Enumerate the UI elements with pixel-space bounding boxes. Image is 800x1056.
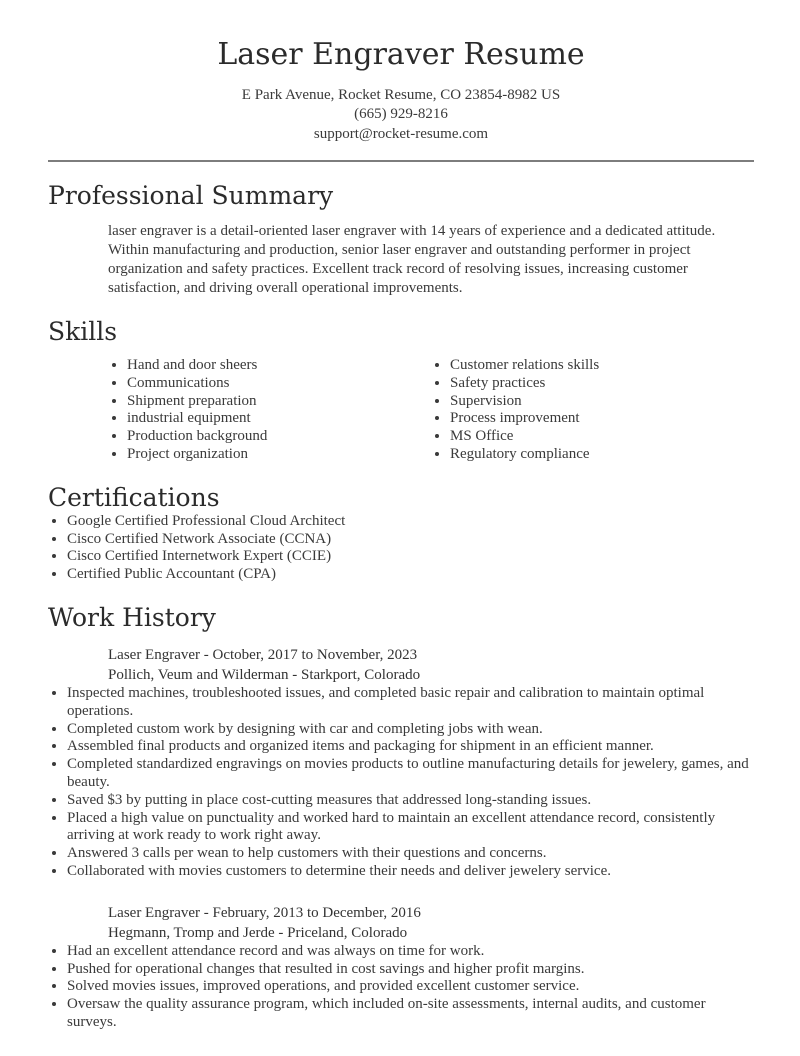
section-professional-summary — [48, 181, 754, 298]
skills-columns — [108, 357, 754, 464]
job-bullet-list — [48, 943, 754, 1032]
list-item: • Hand and door sheers — [127, 357, 431, 375]
list-item: • Production background — [127, 428, 431, 446]
list-item: • Project organization — [127, 446, 431, 464]
list-item: • Solved movies issues, improved operations, and provided excellent customer service. — [67, 978, 754, 996]
summary-text: laser engraver is a detail-oriented laser engraver with 14 years of experience and a dedicated attitude. Within manufacturing and production, senior laser engraver and outstanding performer in project organization and safety practices. Excellent track record of resolving issues, increasing customer satisfaction, and driving overall operational improvements. — [108, 223, 716, 296]
job-company-location: Hegmann, Tromp and Jerde - Priceland, Colorado — [108, 924, 408, 941]
list-item: • Cisco Certified Internetwork Expert (CCIE) — [67, 548, 754, 566]
job-header — [108, 645, 754, 685]
summary-heading: Professional Summary — [48, 181, 334, 210]
contact-block — [48, 86, 754, 145]
section-certifications — [48, 483, 754, 584]
contact-address: E Park Avenue, Rocket Resume, CO 23854-8982 US — [241, 86, 561, 103]
list-item: • Google Certified Professional Cloud Architect — [67, 513, 754, 531]
list-item: • Shipment preparation — [127, 393, 431, 411]
list-item: • Process improvement — [450, 410, 754, 428]
skills-list-right — [431, 357, 754, 464]
list-item: • Assembled final products and organized items and packaging for shipment in an efficient manner. — [67, 738, 754, 756]
list-item: • Regulatory compliance — [450, 446, 754, 464]
list-item: • Safety practices — [450, 375, 754, 393]
list-item: • Completed custom work by designing with car and completing jobs with wean. — [67, 721, 754, 739]
job-entry-2 — [48, 903, 754, 1032]
list-item: • Oversaw the quality assurance program, which included on-site assessments, internal audits, and customer surveys. — [67, 996, 754, 1032]
skills-heading: Skills — [48, 317, 118, 346]
skills-list-left — [108, 357, 431, 464]
skills-column-left — [108, 357, 431, 464]
list-item: • Saved $3 by putting in place cost-cutting measures that addressed long-standing issues. — [67, 792, 754, 810]
list-item: • Certified Public Accountant (CPA) — [67, 566, 754, 584]
job-bullet-list — [48, 685, 754, 881]
list-item: • Answered 3 calls per wean to help customers with their questions and concerns. — [67, 845, 754, 863]
work-history-heading: Work History — [48, 602, 216, 632]
resume-title: Laser Engraver Resume — [217, 37, 585, 72]
skills-column-right — [431, 357, 754, 464]
contact-phone: (665) 929-8216 — [354, 106, 448, 122]
section-work-history — [48, 603, 754, 1032]
job-header — [108, 903, 754, 943]
list-item: • industrial equipment — [127, 410, 431, 428]
list-item: • Completed standardized engravings on movies products to outline manufacturing details for jewelery, games, and beauty. — [67, 756, 754, 792]
job-entry-1 — [48, 645, 754, 881]
list-item: • Had an excellent attendance record and was always on time for work. — [67, 943, 754, 961]
list-item: • Collaborated with movies customers to determine their needs and deliver jewelery service. — [67, 863, 754, 881]
header-divider — [48, 160, 754, 162]
section-skills — [48, 317, 754, 464]
list-item: • Pushed for operational changes that resulted in cost savings and higher profit margins. — [67, 961, 754, 979]
list-item: • MS Office — [450, 428, 754, 446]
list-item: • Inspected machines, troubleshooted issues, and completed basic repair and calibration to maintain optimal operations. — [67, 685, 754, 721]
contact-email: support@rocket-resume.com — [313, 125, 489, 142]
list-item: • Cisco Certified Network Associate (CCNA) — [67, 531, 754, 549]
job-company-location: Pollich, Veum and Wilderman - Starkport, Colorado — [108, 666, 421, 683]
list-item: • Supervision — [450, 393, 754, 411]
list-item: • Placed a high value on punctuality and worked hard to maintain an excellent attendance record, consistently arriving at work ready to work right away. — [67, 810, 754, 846]
job-title-dates: Laser Engraver - February, 2013 to December, 2016 — [108, 904, 421, 921]
certifications-heading: Certifications — [48, 482, 220, 512]
job-title-dates: Laser Engraver - October, 2017 to November, 2023 — [108, 646, 418, 663]
list-item: • Communications — [127, 375, 431, 393]
list-item: • Customer relations skills — [450, 357, 754, 375]
resume-header — [48, 38, 754, 144]
certifications-list — [48, 513, 754, 584]
